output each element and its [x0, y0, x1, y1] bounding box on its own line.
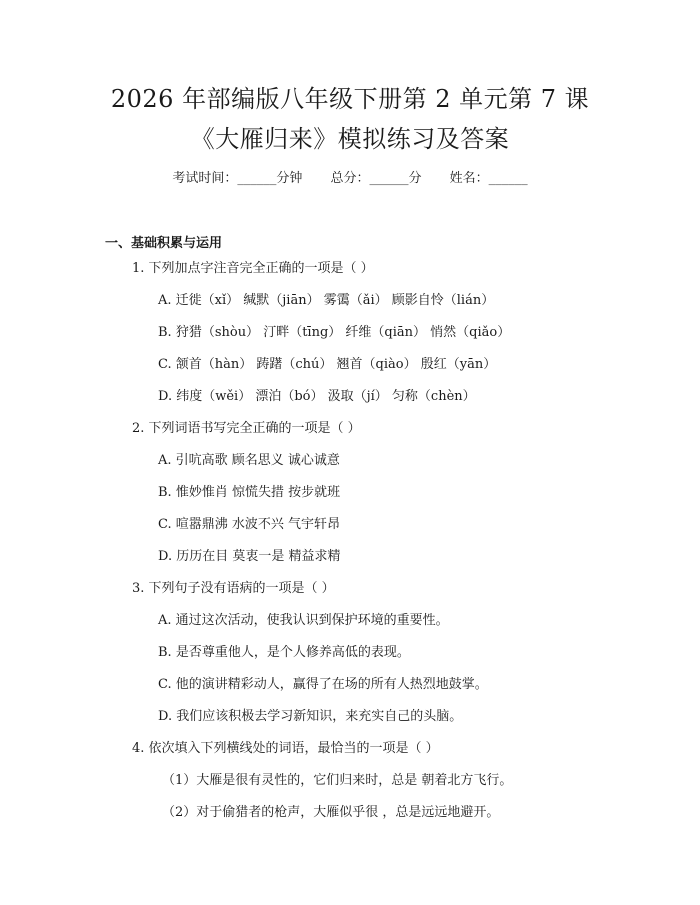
- question-option: A. 迁徙（xǐ） 缄默（jiān） 雾霭（ǎi） 顾影自怜（lián）: [158, 293, 495, 308]
- question-option: D. 我们应该积极去学习新知识，来充实自己的头脑。: [158, 709, 463, 724]
- exam-info: [0, 170, 700, 188]
- total-score-field: 总分：______分: [330, 171, 422, 186]
- question-option: D. 历历在目 莫衷一是 精益求精: [158, 549, 341, 564]
- question-stem: 3. 下列句子没有语病的一项是（ ）: [132, 581, 335, 596]
- question-option: C. 他的演讲精彩动人，赢得了在场的所有人热烈地鼓掌。: [158, 677, 488, 692]
- question-stem: 2. 下列词语书写完全正确的一项是（ ）: [132, 421, 361, 436]
- question-option: B. 惟妙惟肖 惊慌失措 按步就班: [158, 485, 341, 500]
- question-subitem: （1）大雁是很有灵性的，它们归来时，总是 朝着北方飞行。: [162, 773, 513, 788]
- section-heading: 一、基础积累与运用: [105, 236, 223, 251]
- question-option: D. 纬度（wěi） 漂泊（bó） 汲取（jí） 匀称（chèn）: [158, 389, 476, 404]
- question-option: C. 颔首（hàn） 踌躇（chú） 翘首（qiào） 殷红（yān）: [158, 357, 497, 372]
- question-stem: 1. 下列加点字注音完全正确的一项是（ ）: [132, 261, 374, 276]
- student-name-field: 姓名：______: [449, 171, 528, 186]
- question-option: B. 是否尊重他人，是个人修养高低的表现。: [158, 645, 410, 660]
- question-option: A. 通过这次活动，使我认识到保护环境的重要性。: [158, 613, 449, 628]
- document-title-line1: 2026 年部编版八年级下册第 2 单元第 7 课: [110, 85, 590, 113]
- question-subitem: （2）对于偷猎者的枪声，大雁似乎很 ，总是远远地避开。: [162, 805, 500, 820]
- question-option: B. 狩猎（shòu） 汀畔（tīng） 纤维（qiān） 悄然（qiǎo）: [158, 325, 511, 340]
- question-option: A. 引吭高歌 顾名思义 诚心诚意: [158, 453, 340, 468]
- exam-time-field: 考试时间：______分钟: [172, 171, 303, 186]
- question-option: C. 喧嚣鼎沸 水波不兴 气宇轩昂: [158, 517, 341, 532]
- question-stem: 4. 依次填入下列横线处的词语，最恰当的一项是（ ）: [132, 741, 439, 756]
- document-title-line2: 《大雁归来》模拟练习及答案: [190, 125, 510, 153]
